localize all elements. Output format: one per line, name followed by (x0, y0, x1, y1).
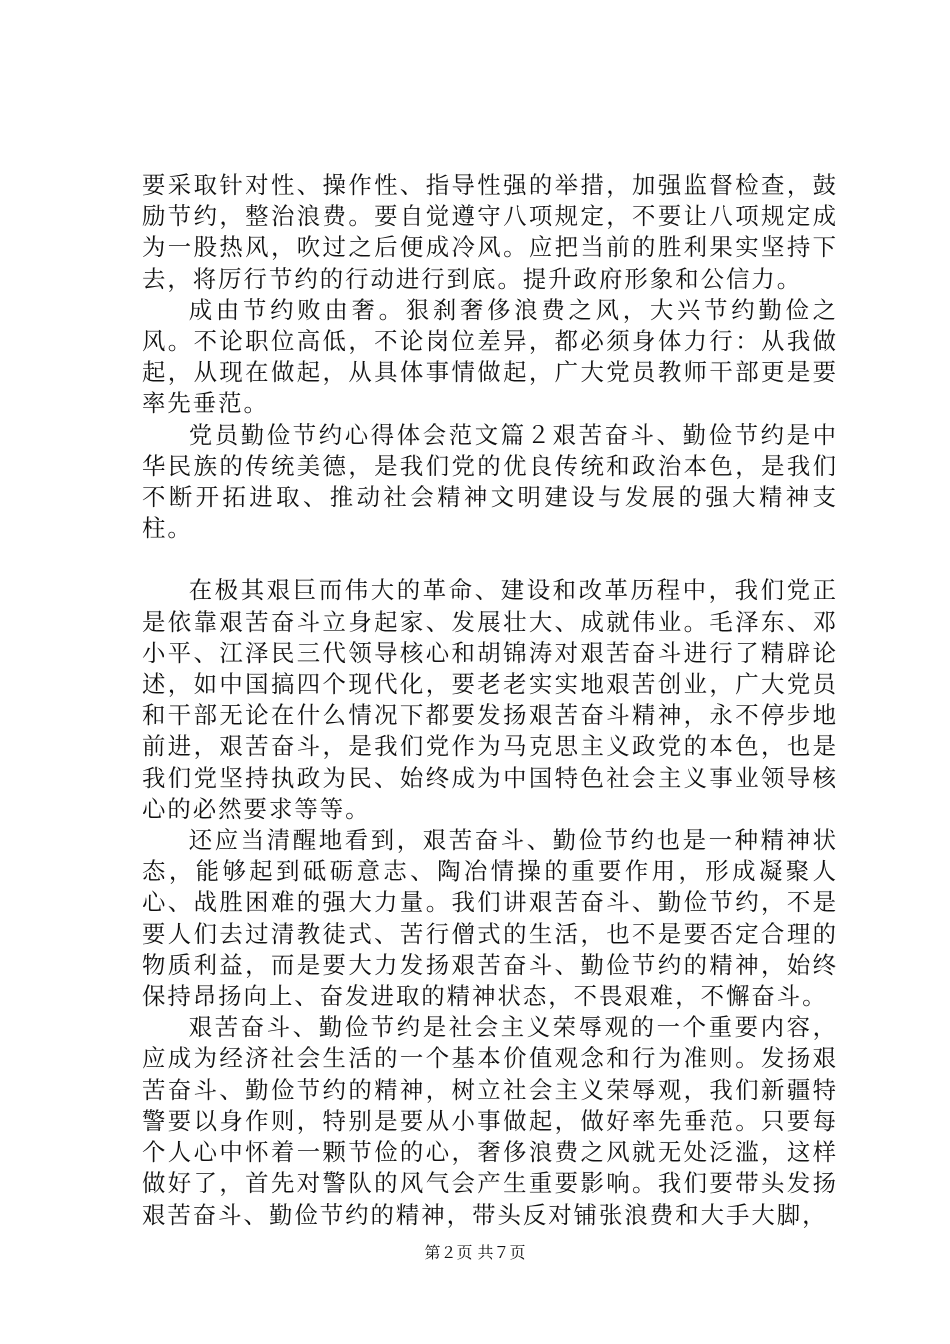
paragraph-6: 艰苦奋斗、勤俭节约是社会主义荣辱观的一个重要内容，应成为经济社会生活的一个基本价值观念和行为准则。发扬艰苦奋斗、勤俭节约的精神，树立社会主义荣辱观，我们新疆特警要以身作则，特别是要从小事做起，做好率先垂范。只要每个人心中怀着一颗节俭的心，奢侈浪费之风就无处泛滥，这样做好了，首先对警队的风气会产生重要影响。我们要带头发扬艰苦奋斗、勤俭节约的精神，带头反对铺张浪费和大手大脚， (142, 1013, 838, 1229)
paragraph-4: 在极其艰巨而伟大的革命、建设和改革历程中，我们党正是依靠艰苦奋斗立身起家、发展壮大、成就伟业。毛泽东、邓小平、江泽民三代领导核心和胡锦涛对艰苦奋斗进行了精辟论述，如中国搞四个现代化，要老老实实地艰苦创业，广大党员和干部无论在什么情况下都要发扬艰苦奋斗精神，永不停步地前进，艰苦奋斗，是我们党作为马克思主义政党的本色，也是我们党坚持执政为民、始终成为中国特色社会主义事业领导核心的必然要求等等。 (142, 576, 838, 823)
paragraph-1: 要采取针对性、操作性、指导性强的举措，加强监督检查，鼓励节约，整治浪费。要自觉遵守八项规定，不要让八项规定成为一股热风，吹过之后便成冷风。应把当前的胜利果实坚持下去，将厉行节约的行动进行到底。提升政府形象和公信力。 (142, 171, 838, 293)
paragraph-gap (142, 544, 838, 575)
page-number-footer: 第２页 共７页 (424, 1243, 526, 1262)
document-body (142, 170, 838, 1231)
paragraph-5: 还应当清醒地看到，艰苦奋斗、勤俭节约也是一种精神状态，能够起到砥砺意志、陶冶情操的重要作用，形成凝聚人心、战胜困难的强大力量。我们讲艰苦奋斗、勤俭节约，不是要人们去过清教徒式、苦行僧式的生活，也不是要否定合理的物质利益，而是要大力发扬艰苦奋斗、勤俭节约的精神，始终保持昂扬向上、奋发进取的精神状态，不畏艰难，不懈奋斗。 (142, 826, 838, 1011)
paragraph-3: 党员勤俭节约心得体会范文篇２艰苦奋斗、勤俭节约是中华民族的传统美德，是我们党的优良传统和政治本色，是我们不断开拓进取、推动社会精神文明建设与发展的强大精神支柱。 (142, 420, 838, 543)
paragraph-2: 成由节约败由奢。狠刹奢侈浪费之风，大兴节约勤俭之风。不论职位高低，不论岗位差异，都必须身体力行：从我做起，从现在做起，从具体事情做起，广大党员教师干部更是要率先垂范。 (142, 295, 838, 418)
